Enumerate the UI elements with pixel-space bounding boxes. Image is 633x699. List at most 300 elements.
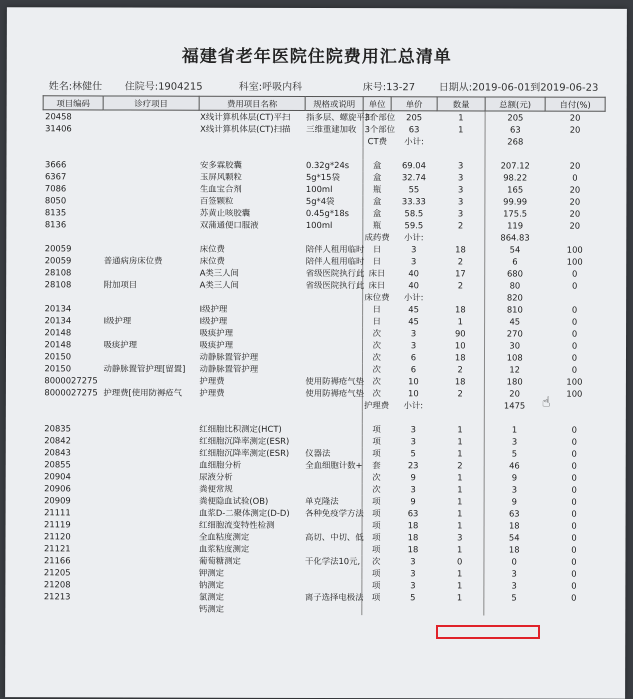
table-cell xyxy=(103,146,199,158)
table-cell xyxy=(304,579,362,591)
table-cell xyxy=(545,292,605,304)
table-cell: 0 xyxy=(571,424,577,435)
table-cell: 0 xyxy=(571,484,577,495)
bed-label: 床号: xyxy=(362,82,387,94)
table-cell xyxy=(103,230,199,242)
table-cell: 项 xyxy=(362,435,390,447)
table-cell xyxy=(305,147,363,159)
table-cell: 21119 xyxy=(44,519,71,530)
table-cell: 钠测定 xyxy=(198,579,225,590)
table-cell: 项 xyxy=(362,543,390,555)
table-cell: 207.12 xyxy=(485,159,545,171)
table-cell: 玉屏风颗粒 xyxy=(199,171,242,182)
table-cell xyxy=(484,603,544,615)
table-cell: 床日 xyxy=(363,279,391,291)
table-cell: 63 xyxy=(484,507,544,519)
table-cell: 全血细胞计数+ xyxy=(305,459,363,471)
table-cell: 20 xyxy=(569,112,581,123)
table-cell: 18 xyxy=(484,543,544,555)
table-cell: 32.74 xyxy=(401,172,426,183)
table-cell: 0 xyxy=(571,280,578,291)
admission-label: 住院号: xyxy=(124,81,159,93)
table-cell xyxy=(304,603,362,615)
table-cell: 20 xyxy=(569,184,581,195)
table-cell xyxy=(304,519,362,531)
table-cell: 瓶 xyxy=(363,183,391,195)
table-cell: 使用防褥疮气垫 xyxy=(305,387,365,399)
table-cell: 21208 xyxy=(43,579,71,590)
table-cell xyxy=(484,411,544,423)
table-cell: 1 xyxy=(484,423,544,435)
table-cell: 三维重建加收 xyxy=(306,123,357,135)
table-cell: 1 xyxy=(456,592,463,603)
table-cell: 小计: xyxy=(403,400,424,411)
table-cell: 血浆D-二聚体测定(D-D) xyxy=(199,507,290,518)
table-cell: 1 xyxy=(457,544,463,555)
table-cell xyxy=(304,411,362,423)
table-cell: 0 xyxy=(571,496,577,507)
table-cell: 99.99 xyxy=(485,195,545,207)
table-cell: 20842 xyxy=(44,435,71,446)
table-cell: 6 xyxy=(485,255,545,267)
table-cell xyxy=(305,135,363,147)
table-cell: 3 xyxy=(457,532,463,543)
hand-cursor-icon: ☝ xyxy=(541,394,551,411)
table-cell: 100 xyxy=(566,376,583,387)
table-cell: 1 xyxy=(457,508,463,519)
table-cell xyxy=(390,603,436,615)
table-cell: 8000027275 xyxy=(44,375,98,386)
table-cell: 54 xyxy=(485,243,545,255)
table-cell: 红细胞沉降率测定(ESR) xyxy=(199,447,290,458)
table-cell: 119 xyxy=(485,219,545,231)
table-cell: 干化学法10元, xyxy=(304,555,361,567)
fee-table xyxy=(41,95,605,615)
table-cell: 8000027275 xyxy=(44,387,98,398)
table-cell: 动静脉置管护理 xyxy=(199,351,259,362)
table-cell: 护理费 xyxy=(199,387,225,398)
table-cell: 项 xyxy=(362,531,390,543)
table-cell: 5g*4袋 xyxy=(305,195,335,207)
table-cell xyxy=(305,327,363,339)
table-cell xyxy=(43,134,103,146)
table-cell: 0 xyxy=(571,328,578,339)
table-cell xyxy=(103,110,199,123)
table-cell: 9 xyxy=(484,471,544,483)
table-cell: 20 xyxy=(569,124,581,135)
date-label: 日期从: xyxy=(438,82,473,94)
table-cell: 108 xyxy=(484,351,544,363)
table-cell: X线计算机体层(CT)平扫 xyxy=(200,111,291,122)
table-cell: 55 xyxy=(408,184,420,195)
table-cell: 3 xyxy=(457,184,464,195)
document-paper xyxy=(5,7,627,699)
table-cell: 次 xyxy=(362,387,390,399)
table-cell: 20906 xyxy=(44,483,71,494)
column-header: 项目编码 xyxy=(43,96,103,110)
table-cell: 1 xyxy=(457,424,463,435)
table-cell: 护理费 xyxy=(199,375,225,386)
table-cell xyxy=(305,315,363,327)
table-cell xyxy=(102,446,198,458)
table-cell: 3 xyxy=(457,196,464,207)
table-cell: 使用防褥疮气垫 xyxy=(305,375,365,387)
table-cell: 项 xyxy=(362,591,390,603)
table-cell: 0 xyxy=(571,448,577,459)
table-cell: 百签颗粒 xyxy=(199,195,234,206)
table-cell: 180 xyxy=(484,375,544,387)
table-cell: I级护理 xyxy=(103,315,132,326)
table-cell: 3 xyxy=(484,435,544,447)
table-cell: 9 xyxy=(410,472,416,483)
name-value: 林健仕 xyxy=(72,81,103,93)
table-cell: 100 xyxy=(566,244,583,255)
table-cell: 小计: xyxy=(404,136,424,147)
table-cell: 省级医院执行此 xyxy=(305,267,365,279)
table-cell xyxy=(102,410,198,422)
table-cell: 0 xyxy=(571,436,577,447)
table-cell: 钾测定 xyxy=(198,567,225,578)
table-cell: 18 xyxy=(484,519,544,531)
table-cell: 动静脉置管护理[留置] xyxy=(103,363,186,374)
table-cell: 1 xyxy=(457,436,463,447)
table-cell: 0 xyxy=(571,556,577,567)
table-cell xyxy=(103,290,199,302)
table-cell: 3 xyxy=(410,484,416,495)
table-cell: 动静脉置管护理 xyxy=(199,363,259,374)
table-cell: 680 xyxy=(485,267,545,279)
table-cell: 2 xyxy=(457,280,464,291)
table-cell: 仪器法 xyxy=(305,447,331,459)
table-cell: 0 xyxy=(571,520,577,531)
table-cell: 日 xyxy=(363,303,391,315)
table-cell: 98.22 xyxy=(485,171,545,183)
table-cell: 0 xyxy=(571,544,577,555)
table-cell: 5 xyxy=(410,448,416,459)
table-cell: CT费 xyxy=(363,135,391,147)
table-cell xyxy=(199,291,305,303)
table-cell: 0 xyxy=(571,304,578,315)
table-cell: 40 xyxy=(408,268,420,279)
table-cell: 次 xyxy=(363,339,391,351)
table-cell: 21120 xyxy=(44,531,71,542)
table-cell xyxy=(102,530,198,542)
table-cell: 1 xyxy=(457,520,463,531)
table-cell: 盒 xyxy=(363,195,391,207)
table-cell: 45 xyxy=(408,316,419,327)
table-cell: 3 xyxy=(410,340,417,351)
table-cell: 成药费 xyxy=(364,232,390,243)
table-cell: 69.04 xyxy=(401,160,426,171)
table-cell xyxy=(102,494,198,506)
table-cell: 葡萄糖测定 xyxy=(198,555,241,566)
table-row xyxy=(42,362,604,375)
table-cell xyxy=(102,506,198,518)
table-cell xyxy=(436,603,484,615)
department xyxy=(239,78,302,93)
table-cell: 3 xyxy=(484,483,544,495)
table-cell: 0 xyxy=(571,580,577,591)
table-cell: 1 xyxy=(457,472,463,483)
table-cell: 20 xyxy=(484,387,544,399)
table-cell xyxy=(103,302,199,314)
table-cell: 盒 xyxy=(363,171,391,183)
table-cell: 820 xyxy=(485,291,545,303)
table-cell: 0 xyxy=(571,508,577,519)
table-cell xyxy=(103,206,199,218)
table-cell: 套 xyxy=(362,459,390,471)
table-cell: 40 xyxy=(408,280,420,291)
table-cell: 270 xyxy=(485,327,545,339)
table-cell xyxy=(43,230,103,242)
table-cell: 18 xyxy=(455,304,466,315)
table-cell: 28108 xyxy=(44,267,72,278)
table-cell xyxy=(544,400,604,412)
table-cell: 810 xyxy=(485,303,545,315)
table-cell xyxy=(304,567,362,579)
table-cell: 3 xyxy=(410,328,417,339)
table-cell: 20148 xyxy=(44,327,72,338)
table-cell: 0 xyxy=(571,340,578,351)
table-cell: 3 xyxy=(410,436,416,447)
table-cell: 21205 xyxy=(43,567,71,578)
table-cell xyxy=(43,146,103,158)
table-cell: 0.45g*18s xyxy=(305,207,350,219)
table-cell: 18 xyxy=(454,376,466,387)
table-cell: 次 xyxy=(362,363,390,375)
column-header: 诊疗项目 xyxy=(103,96,199,110)
table-cell: 45 xyxy=(408,304,419,315)
table-cell: 护理费 xyxy=(364,400,390,411)
table-cell: 项 xyxy=(362,507,390,519)
table-cell: I级护理 xyxy=(199,315,228,326)
table-cell: 8136 xyxy=(44,219,67,230)
date-to: 2019-06-23 xyxy=(540,82,599,94)
table-cell xyxy=(103,158,199,170)
table-row xyxy=(43,254,605,267)
table-cell: 普通病房床位费 xyxy=(103,255,163,266)
table-cell: 45 xyxy=(485,315,545,327)
table-cell: 28108 xyxy=(44,279,72,290)
table-cell: 31406 xyxy=(45,123,72,134)
table-cell xyxy=(545,136,605,148)
table-cell: 175.5 xyxy=(485,207,545,219)
table-cell: 9 xyxy=(484,495,544,507)
table-cell: 17 xyxy=(455,268,466,279)
table-cell: 20835 xyxy=(44,423,71,434)
table-row xyxy=(43,338,605,351)
table-cell: 双蒲通便口服液 xyxy=(199,219,259,230)
table-cell: 安多霖胶囊 xyxy=(199,159,242,170)
table-cell xyxy=(304,543,362,555)
table-cell: 全血粘度测定 xyxy=(199,531,250,542)
table-cell xyxy=(304,483,362,495)
table-cell: 次 xyxy=(362,555,390,567)
table-cell xyxy=(198,411,304,423)
table-cell: 2 xyxy=(457,220,464,231)
table-cell: 次 xyxy=(362,375,390,387)
table-cell: 21121 xyxy=(43,543,71,554)
table-cell xyxy=(304,423,362,435)
table-cell: 0 xyxy=(571,568,577,579)
table-cell: 次 xyxy=(363,327,391,339)
table-cell: 3666 xyxy=(44,159,67,170)
table-cell: 0 xyxy=(572,268,578,279)
table-cell xyxy=(103,194,199,206)
table-cell xyxy=(363,147,391,159)
bed-value: 13-27 xyxy=(386,82,416,94)
table-cell: 红细胞比积测定(HCT) xyxy=(199,423,282,434)
date-from: 2019-06-01 xyxy=(472,82,531,94)
table-cell: 3个部位 xyxy=(364,124,396,135)
table-cell: 血浆粘度测定 xyxy=(198,543,250,554)
table-cell: 高切、中切、低 xyxy=(305,531,364,543)
dept-value: 呼吸内科 xyxy=(262,81,303,93)
table-cell: 59.5 xyxy=(404,220,424,231)
table-cell: 1 xyxy=(457,496,463,507)
table-cell: 3 xyxy=(484,567,544,579)
table-cell: 钙测定 xyxy=(198,603,224,614)
table-cell xyxy=(103,134,199,146)
table-cell: 3 xyxy=(457,208,464,219)
table-row xyxy=(43,278,605,291)
table-cell: 46 xyxy=(484,459,544,471)
table-cell xyxy=(102,518,198,530)
table-cell: 33.33 xyxy=(401,196,426,207)
table-cell: 1 xyxy=(458,112,464,123)
table-cell: 90 xyxy=(454,328,466,339)
table-cell xyxy=(199,135,305,147)
table-cell: 红细胞沉降率测定(ESR) xyxy=(199,435,290,446)
table-cell: 3 xyxy=(410,424,416,435)
table-cell: 项 xyxy=(362,579,390,591)
table-cell: 205 xyxy=(485,111,545,124)
table-cell: 21213 xyxy=(43,591,71,602)
table-cell: A类三人间 xyxy=(199,267,239,278)
table-row xyxy=(42,386,604,399)
table-cell: 1 xyxy=(458,124,464,135)
table-cell: 吸痰护理 xyxy=(103,339,138,350)
column-header: 数量 xyxy=(437,97,485,111)
column-header: 单位 xyxy=(363,97,391,111)
table-cell: 次 xyxy=(362,351,390,363)
table-cell xyxy=(102,482,198,494)
table-cell: 3 xyxy=(458,160,464,171)
table-cell: 18 xyxy=(454,352,466,363)
table-cell: 日 xyxy=(363,315,391,327)
table-cell xyxy=(199,147,305,159)
table-cell: 吸痰护理 xyxy=(199,327,234,338)
table-cell xyxy=(103,266,199,278)
table-cell: 氯测定 xyxy=(198,591,224,602)
table-cell: 5g*15袋 xyxy=(305,171,340,183)
table-cell: 23 xyxy=(407,460,419,471)
table-cell: 0 xyxy=(571,472,577,483)
table-cell: 0 xyxy=(572,172,578,183)
table-cell: 3 xyxy=(410,556,416,567)
table-cell: I级护理 xyxy=(199,303,228,314)
table-cell xyxy=(304,471,362,483)
table-cell: 3个部位 xyxy=(364,112,396,123)
table-cell: 次 xyxy=(362,471,390,483)
table-cell: 30 xyxy=(485,339,545,351)
table-cell xyxy=(43,290,103,302)
table-cell xyxy=(103,218,199,230)
table-cell: 日 xyxy=(363,255,391,267)
table-cell xyxy=(102,554,198,566)
table-cell: 20150 xyxy=(44,363,72,374)
table-cell xyxy=(305,291,363,303)
table-cell xyxy=(544,412,604,424)
table-cell: 0 xyxy=(571,592,577,603)
table-cell: 20134 xyxy=(44,303,72,314)
table-cell: 项 xyxy=(362,495,390,507)
table-header-row xyxy=(43,96,605,111)
table-cell: 21111 xyxy=(44,507,71,518)
table-cell: A类三人间 xyxy=(199,279,239,290)
table-cell xyxy=(436,411,484,423)
highlight-box xyxy=(436,625,540,639)
column-header: 总额(元) xyxy=(485,97,545,111)
table-cell: 床位费 xyxy=(199,243,225,254)
table-cell: 63 xyxy=(407,508,419,519)
table-cell: 5 xyxy=(410,592,416,603)
table-cell xyxy=(436,399,484,411)
table-cell xyxy=(304,399,362,411)
table-cell: 6 xyxy=(410,364,417,375)
table-cell: 0 xyxy=(457,556,463,567)
column-header: 自付(%) xyxy=(545,97,605,111)
table-cell: 3 xyxy=(411,244,417,255)
table-cell: 20855 xyxy=(44,459,71,470)
table-cell: 8135 xyxy=(44,207,67,218)
table-cell xyxy=(102,374,198,386)
table-cell xyxy=(103,326,199,338)
table-cell: 864.83 xyxy=(485,231,545,243)
table-cell xyxy=(304,351,362,363)
table-cell xyxy=(362,411,390,423)
table-cell: 床位费 xyxy=(364,292,390,303)
table-row xyxy=(42,602,604,615)
table-cell: 红细胞流变特性检测 xyxy=(199,519,275,530)
table-cell: 58.5 xyxy=(404,208,424,219)
table-cell: 10 xyxy=(408,376,419,387)
table-cell: 7086 xyxy=(44,183,67,194)
table-cell xyxy=(103,242,199,254)
table-cell: 3 xyxy=(458,172,464,183)
table-cell xyxy=(102,458,198,470)
table-cell: 项 xyxy=(362,423,390,435)
table-cell: 20 xyxy=(569,220,581,231)
table-cell: 10 xyxy=(408,388,419,399)
table-cell: 10 xyxy=(454,340,466,351)
table-cell: 0.32g*24s xyxy=(305,159,350,171)
table-cell: 陪伴人租用临时 xyxy=(305,243,365,255)
table-cell xyxy=(545,232,605,244)
table-cell: 205 xyxy=(406,112,423,123)
table-cell: 单克隆法 xyxy=(305,495,339,507)
table-cell: 吸痰护理 xyxy=(199,339,234,350)
table-cell: 1475 xyxy=(484,399,544,411)
table-cell: 1 xyxy=(456,568,463,579)
table-cell: 165 xyxy=(485,183,545,195)
table-cell: 2 xyxy=(457,388,463,399)
table-cell: 陪伴人租用临时 xyxy=(305,255,365,267)
table-cell: 5 xyxy=(484,591,544,603)
table-cell xyxy=(544,604,604,616)
table-cell: 各种免疫学方法 xyxy=(305,507,364,519)
table-cell: 3 xyxy=(410,568,416,579)
